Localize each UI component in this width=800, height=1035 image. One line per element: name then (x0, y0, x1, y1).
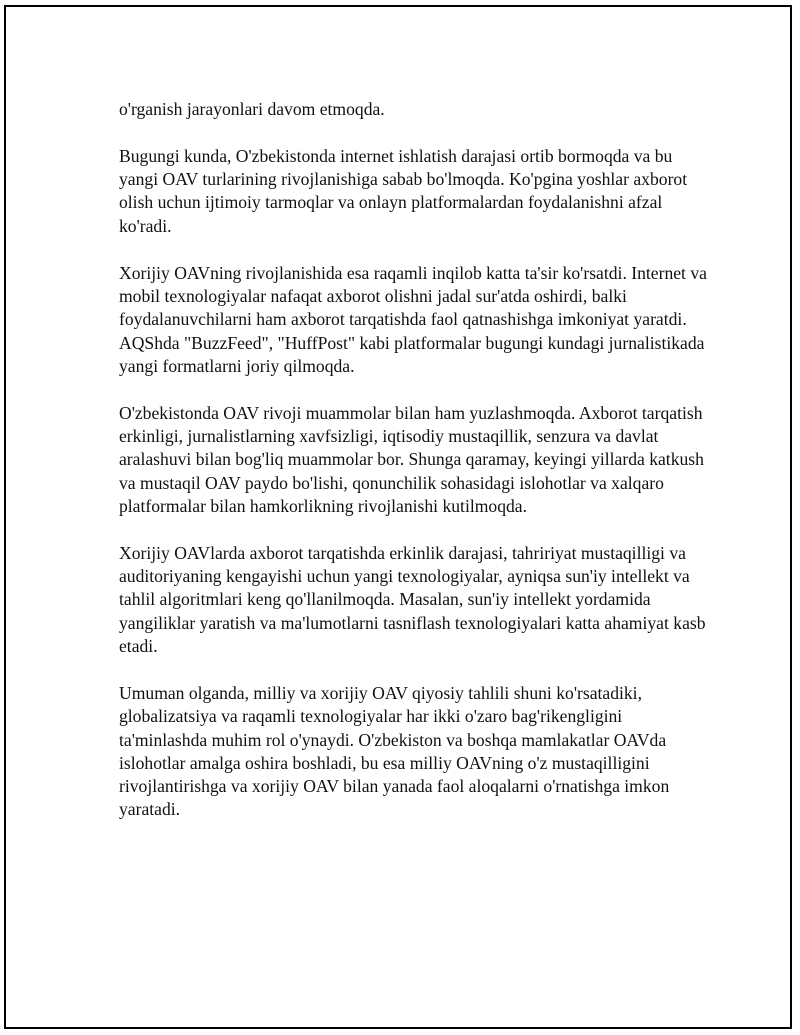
page-frame (4, 5, 792, 1029)
paragraph-3: Xorijiy OAVning rivojlanishida esa raqamli inqilob katta ta'sir ko'rsatdi. Internet va mobil texnologiyalar nafaqat axborot olishni jadal sur'atda oshirdi, balki foydalanuvchilarni ham axborot tarqatishda faol qatnashishga imkoniyat yaratdi. AQShda "BuzzFeed", "HuffPost" kabi platformalar bugungi kundagi jurnalistikada yangi formatlarni joriy qilmoqda. (119, 262, 707, 376)
paragraph-5: Xorijiy OAVlarda axborot tarqatishda erkinlik darajasi, tahririyat mustaqilligi va auditoriyaning kengayishi uchun yangi texnologiyalar, ayniqsa sun'iy intellekt va tahlil algoritmlari keng qo'llanilmoqda. Masalan, sun'iy intellekt yordamida yangiliklar yaratish va ma'lumotlarni tasniflash texnologiyalari katta ahamiyat kasb etadi. (119, 542, 706, 657)
document-body (119, 98, 709, 845)
paragraph-6: Umuman olganda, milliy va xorijiy OAV qiyosiy tahlili shuni ko'rsatadiki, globalizatsiya va raqamli texnologiyalar har ikki o'zaro bag'rikengligini ta'minlashda muhim rol o'ynaydi. O'zbekiston va boshqa mamlakatlar OAVda islohotlar amalga oshira boshladi, bu esa milliy OAVning o'z mustaqilligini rivojlantirishga va xorijiy OAV bilan yanada faol aloqalarni o'rnatishga imkon yaratadi. (119, 682, 670, 820)
paragraph-1: o'rganish jarayonlari davom etmoqda. (119, 99, 385, 119)
paragraph-2: Bugungi kunda, O'zbekistonda internet ishlatish darajasi ortib bormoqda va bu yangi OAV turlarining rivojlanishiga sabab bo'lmoqda. Ko'pgina yoshlar axborot olish uchun ijtimoiy tarmoqlar va onlayn platformalardan foydalanishni afzal ko'radi. (119, 145, 688, 236)
paragraph-4: O'zbekistonda OAV rivoji muammolar bilan ham yuzlashmoqda. Axborot tarqatish erkinligi, jurnalistlarning xavfsizligi, iqtisodiy mustaqillik, senzura va davlat aralashuvi bilan bog'liq muammolar bor. Shunga qaramay, keyingi yillarda katkush va mustaqil OAV paydo bo'lishi, qonunchilik sohasidagi islohotlar va xalqaro platformalar bilan hamkorlikning rivojlanishi kutilmoqda. (119, 402, 704, 516)
